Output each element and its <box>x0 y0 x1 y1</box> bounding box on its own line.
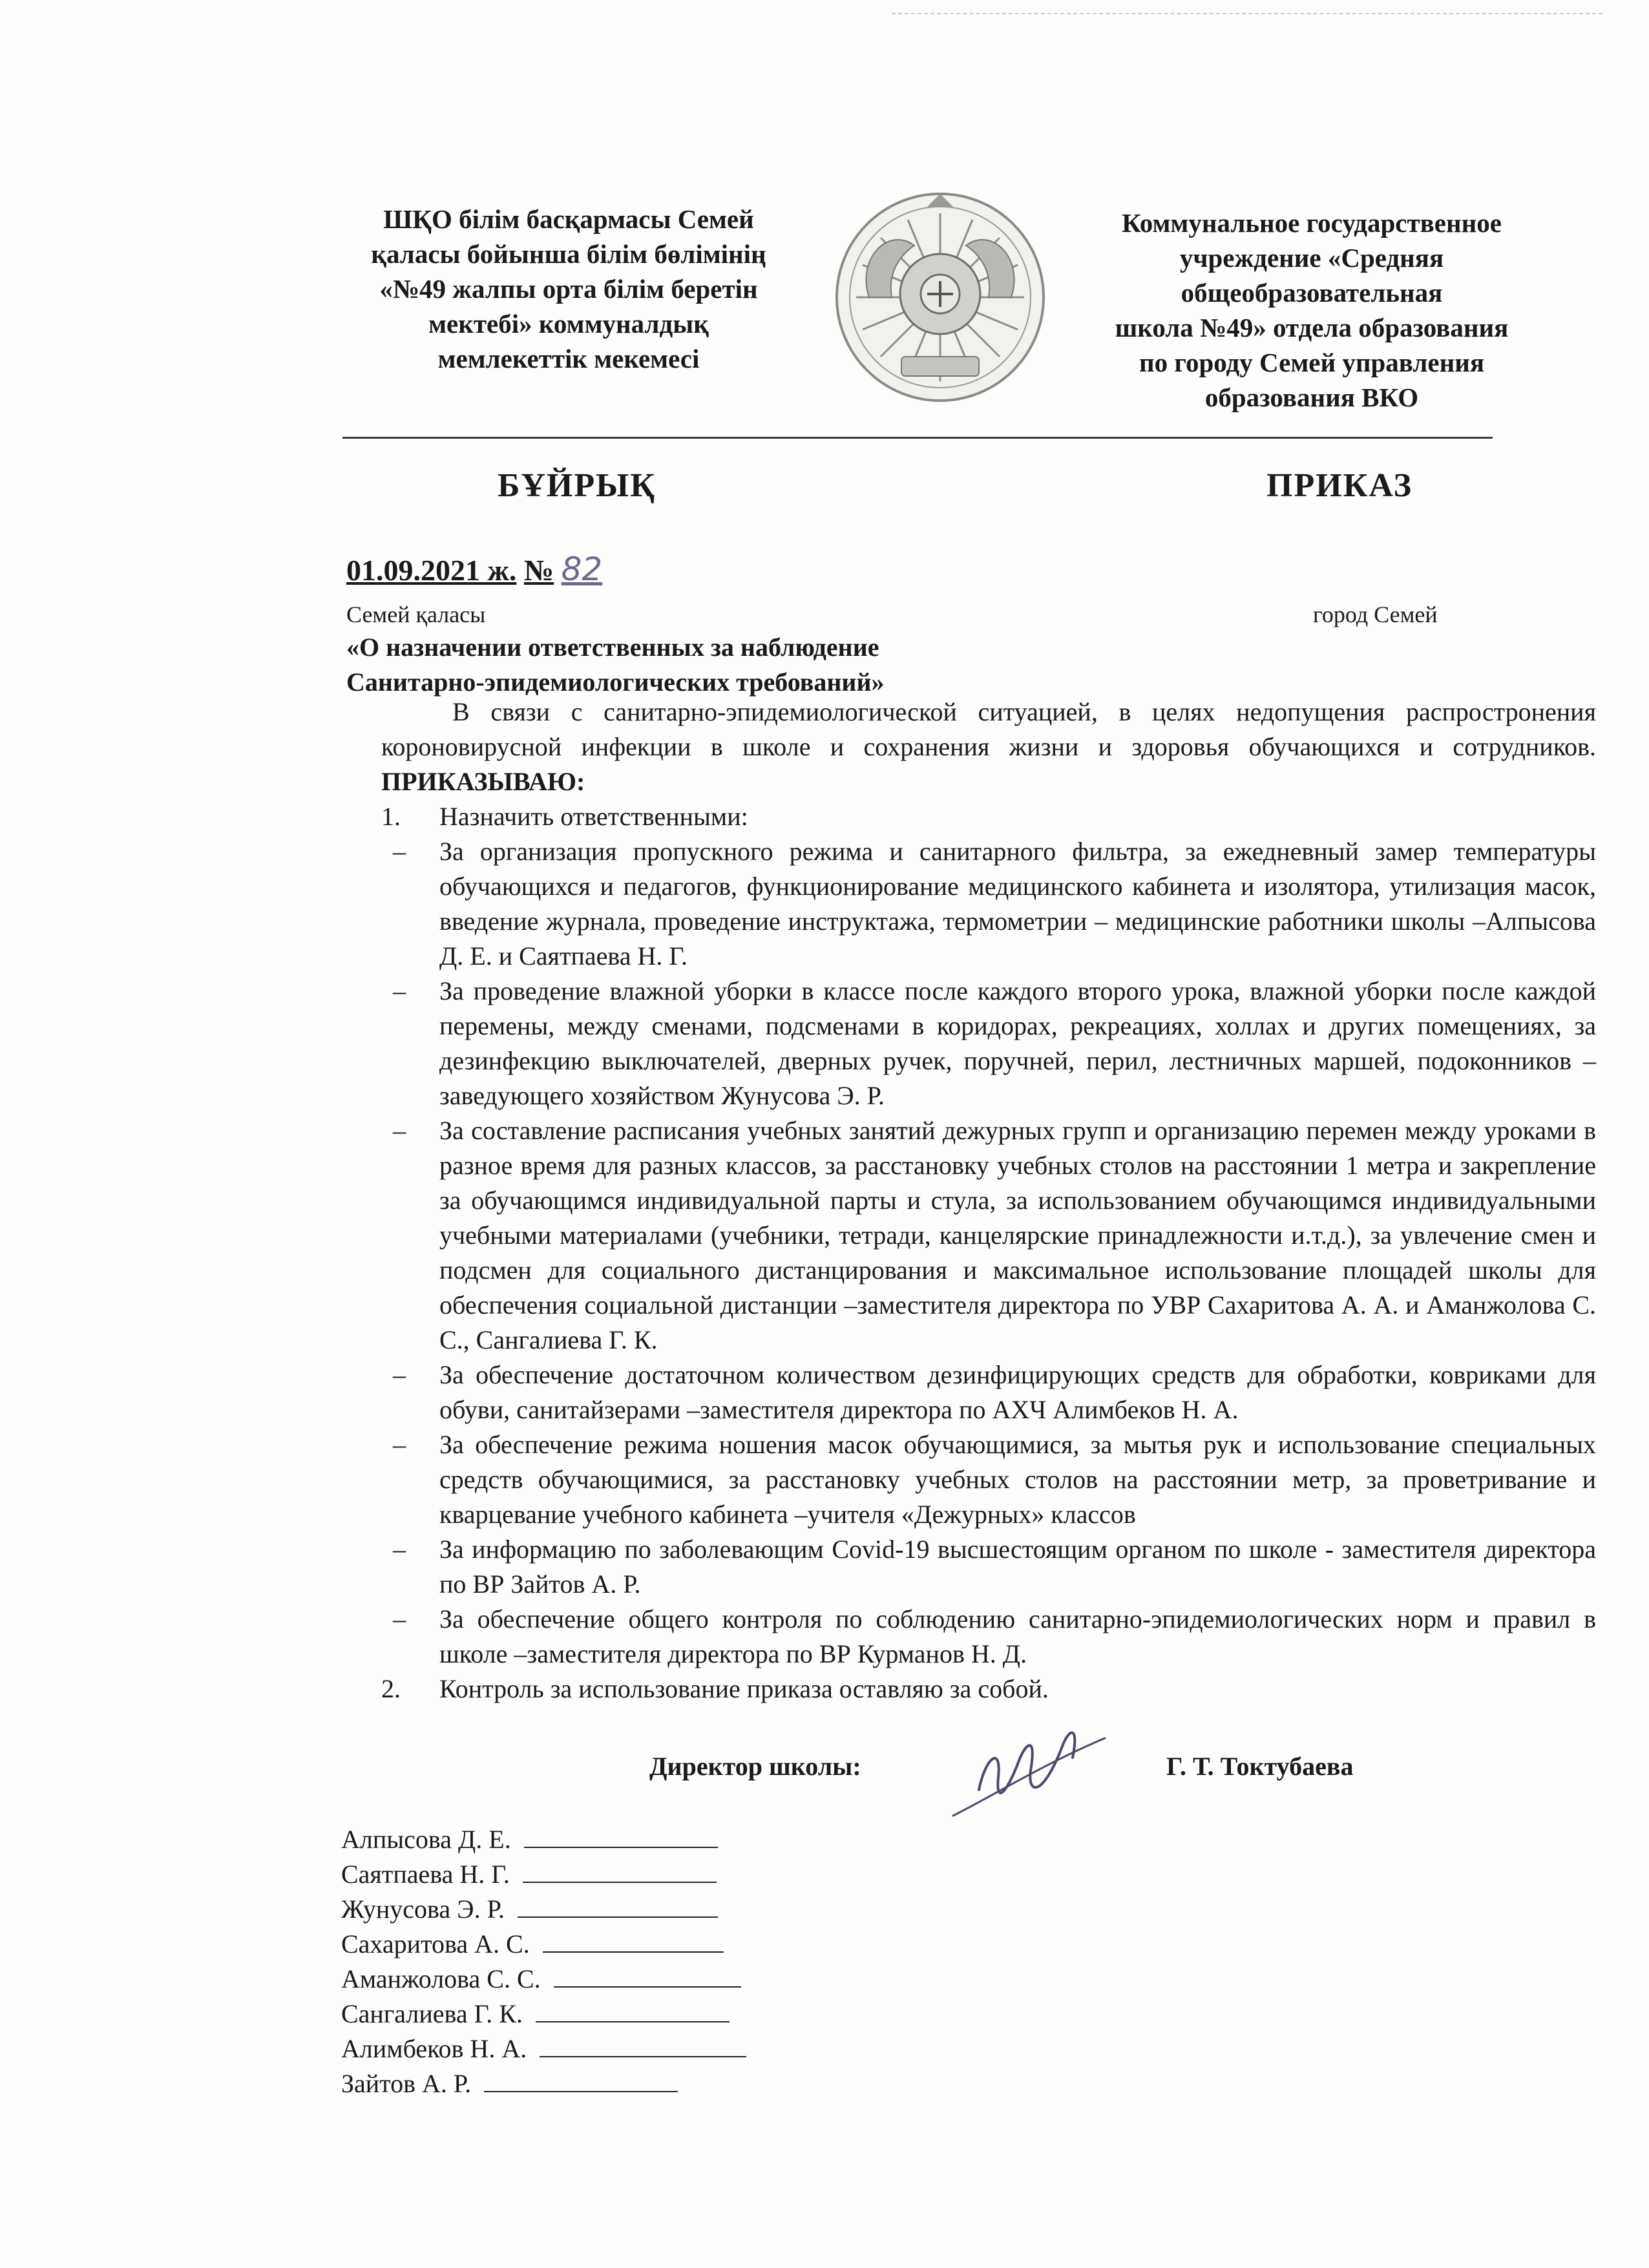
subject-line: Санитарно-эпидемиологических требований» <box>346 667 885 697</box>
dash-marker: – <box>393 1604 406 1633</box>
handwritten-signature-icon <box>940 1719 1115 1822</box>
point-1 <box>381 799 1596 834</box>
dash-marker: – <box>393 976 406 1005</box>
list-item-text: За информацию по заболевающим Covid-19 высшестоящим органом по школе - заместителя директора по ВР Зайтов А. Р. <box>439 1535 1596 1599</box>
staff-name: Алпысова Д. Е. <box>341 1825 511 1854</box>
list-item <box>381 834 1596 974</box>
list-item-text: За обеспечение общего контроля по соблюдению санитарно-эпидемиологических норм и правил в школе –заместителя директора по ВР Курманов Н. Д. <box>439 1604 1596 1668</box>
list-item-text: За проведение влажной уборки в классе после каждого второго урока, влажной уборки после каждой перемены, между сменами, подсменами в коридорах, рекреациях, холлах и других помещениях, за дезинфекцию выключателей, дверных ручек, поручней, перил, лестничных маршей, подоконников –заведующего хозяйством Жунусова Э. Р. <box>439 976 1596 1110</box>
header-left-line: қаласы бойынша білім бөлімінің <box>371 239 766 269</box>
city-kazakh: Семей қаласы <box>346 602 486 627</box>
staff-name: Зайтов А. Р. <box>341 2069 472 2098</box>
header-right-line: Коммунальное государственное <box>1122 208 1502 238</box>
city-russian: город Семей <box>1313 602 1438 627</box>
signature-blank <box>536 1999 730 2022</box>
header-kazakh-org-name <box>336 202 801 376</box>
header-right-line: образования ВКО <box>1204 383 1419 412</box>
order-date-line <box>346 551 602 588</box>
list-item <box>381 1427 1596 1532</box>
header-left-line: «№49 жалпы орта білім беретін <box>379 274 758 304</box>
list-item <box>381 974 1596 1113</box>
signature-blank <box>523 1860 717 1883</box>
header-right-line: по городу Семей управления <box>1139 348 1485 377</box>
staff-name: Саятпаева Н. Г. <box>341 1860 510 1889</box>
acknowledgement-row <box>341 1962 746 1997</box>
list-item-text: За составление расписания учебных занятий дежурных групп и организацию перемен между уроками в разное время для разных классов, за расстановку учебных столов на расстоянии 1 метра и закрепление за обучающимся индивидуальной парты и стула, за использованием обучающимся индивидуальными учебными материалами (учебники, тетради, канцелярские принадлежности и.т.д.), за увлечение смен и подсмен для социального дистанцирования и максимальное использование площадей школы для обеспечения социальной дистанции –заместителя директора по УВР Сахаритова А. А. и Аманжолова С. С., Сангалиева Г. К. <box>439 1116 1596 1354</box>
director-title: Директор школы: <box>649 1752 861 1781</box>
header-russian-org-name <box>1060 205 1564 415</box>
point-number: 2. <box>381 1674 401 1703</box>
signature-blank <box>484 2069 678 2092</box>
list-item <box>381 1358 1596 1427</box>
signature-blank <box>543 1929 724 1953</box>
order-body <box>381 695 1596 1706</box>
order-number: 82 <box>561 551 603 588</box>
header-divider <box>342 437 1493 439</box>
order-date: 01.09.2021 ж. <box>346 554 517 587</box>
title-kazakh: БҰЙРЫҚ <box>498 467 656 504</box>
header-right-line: школа №49» отдела образования <box>1115 313 1509 342</box>
dash-marker: – <box>393 1116 406 1145</box>
list-item-text: За обеспечение режима ношения масок обучающимися, за мытья рук и использование специальных средств обучающимися, за расстановку учебных столов на расстоянии метр, за проветривание и кварцевание учебного кабинета –учителя «Дежурных» классов <box>439 1430 1596 1529</box>
intro-paragraph <box>381 695 1596 799</box>
acknowledgement-row <box>341 1927 746 1962</box>
header-right-line: общеобразовательная <box>1181 278 1443 308</box>
header-left-line: ШҚО білім басқармасы Семей <box>383 204 754 234</box>
scan-artifact-line <box>892 13 1602 14</box>
staff-name: Жунусова Э. Р. <box>341 1895 505 1924</box>
subject-line: «О назначении ответственных за наблюдение <box>346 633 879 662</box>
list-item-text: За обеспечение достаточном количеством дезинфицирующих средств для обработки, ковриками для обуви, санитайзерами –заместителя директора по АХЧ Алимбеков Н. А. <box>439 1360 1596 1424</box>
list-item <box>381 1113 1596 1358</box>
header-left-line: мектебі» коммуналдық <box>428 309 709 339</box>
acknowledgement-row <box>341 2032 746 2066</box>
dash-marker: – <box>393 1535 406 1564</box>
acknowledgement-row <box>341 1997 746 2032</box>
acknowledgement-row <box>341 1892 746 1927</box>
acknowledgement-row <box>341 2066 746 2101</box>
signature-blank <box>540 2034 746 2057</box>
title-russian: ПРИКАЗ <box>1266 467 1413 504</box>
point-number: 1. <box>381 802 401 831</box>
header-right-line: учреждение «Средняя <box>1179 243 1444 273</box>
dash-marker: – <box>393 837 406 866</box>
point-text: Назначить ответственными: <box>439 802 748 831</box>
list-item <box>381 1602 1596 1672</box>
intro-text: В связи с санитарно-эпидемиологической ситуацией, в целях недопущения распростронения короновирусной инфекции в школе и сохранения жизни и здоровья обучающихся и сотрудников. <box>381 697 1596 761</box>
signature-blank <box>518 1895 718 1918</box>
header-left-line: мемлекеттік мекемесі <box>437 344 700 373</box>
director-name: Г. Т. Токтубаева <box>1166 1752 1354 1781</box>
staff-name: Сангалиева Г. К. <box>341 1999 523 2028</box>
staff-name: Аманжолова С. С. <box>341 1964 541 1993</box>
state-emblem-icon <box>830 187 1050 407</box>
acknowledgement-list <box>341 1822 746 2101</box>
intro-command: ПРИКАЗЫВАЮ: <box>381 767 585 796</box>
signature-blank <box>554 1964 741 1988</box>
dash-marker: – <box>393 1360 406 1389</box>
dash-marker: – <box>393 1430 406 1459</box>
point-2 <box>381 1672 1596 1706</box>
staff-name: Сахаритова А. С. <box>341 1929 530 1958</box>
signature-blank <box>524 1825 718 1848</box>
order-subject <box>346 630 885 700</box>
staff-name: Алимбеков Н. А. <box>341 2034 527 2063</box>
acknowledgement-row <box>341 1857 746 1892</box>
order-number-label: № <box>523 554 554 587</box>
list-item <box>381 1532 1596 1602</box>
list-item-text: За организация пропускного режима и санитарного фильтра, за ежедневный замер температуры обучающихся и педагогов, функционирование медицинского кабинета и изолятора, утилизация масок, введение журнала, проведение инструктажа, термометрии – медицинские работники школы –Алпысова Д. Е. и Саятпаева Н. Г. <box>439 837 1596 971</box>
point-text: Контроль за использование приказа оставляю за собой. <box>439 1674 1049 1703</box>
acknowledgement-row <box>341 1822 746 1857</box>
